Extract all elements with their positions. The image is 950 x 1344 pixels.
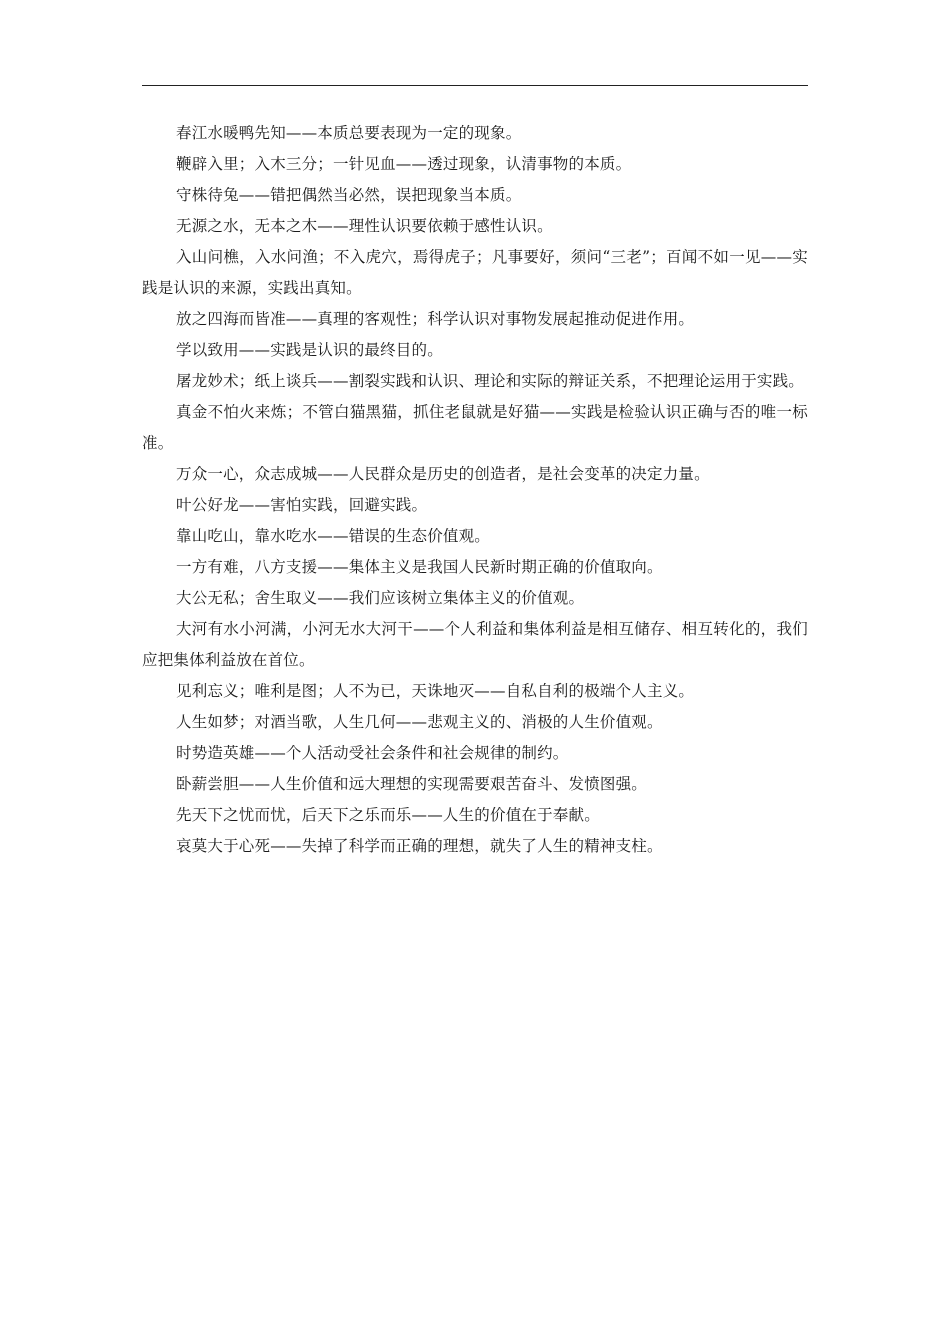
- paragraph: 万众一心，众志成城——人民群众是历史的创造者，是社会变革的决定力量。: [176, 465, 710, 483]
- paragraph: 时势造英雄——个人活动受社会条件和社会规律的制约。: [176, 744, 569, 762]
- paragraph: 靠山吃山，靠水吃水——错误的生态价值观。: [176, 527, 491, 545]
- paragraph: 学以致用——实践是认识的最终目的。: [176, 341, 443, 359]
- header-rule: [142, 85, 808, 86]
- paragraph: 屠龙妙术；纸上谈兵——割裂实践和认识、理论和实际的辩证关系，不把理论运用于实践。: [176, 372, 805, 390]
- paragraph: 哀莫大于心死——失掉了科学而正确的理想，就失了人生的精神支柱。: [176, 837, 663, 855]
- paragraph: 叶公好龙——害怕实践，回避实践。: [176, 496, 428, 514]
- paragraph: 见利忘义；唯利是图；人不为已，天诛地灭——自私自利的极端个人主义。: [176, 682, 695, 700]
- paragraph: 一方有难，八方支援——集体主义是我国人民新时期正确的价值取向。: [176, 558, 663, 576]
- paragraph: 放之四海而皆准——真理的客观性；科学认识对事物发展起推动促进作用。: [176, 310, 695, 328]
- paragraph: 入山问樵，入水问渔；不入虎穴，焉得虎子；凡事要好，须问“三老”；百闻不如一见——实践是认识的来源，实践出真知。: [142, 248, 808, 297]
- paragraph: 人生如梦；对酒当歌，人生几何——悲观主义的、消极的人生价值观。: [176, 713, 663, 731]
- paragraph: 守株待兔——错把偶然当必然，误把现象当本质。: [176, 186, 522, 204]
- paragraph: 真金不怕火来炼；不管白猫黑猫，抓住老鼠就是好猫——实践是检验认识正确与否的唯一标准。: [142, 403, 808, 452]
- paragraph: 大公无私；舍生取义——我们应该树立集体主义的价值观。: [176, 589, 585, 607]
- document-body: [142, 118, 808, 862]
- paragraph: 大河有水小河满，小河无水大河干——个人利益和集体利益是相互储存、相互转化的，我们应把集体利益放在首位。: [142, 620, 808, 669]
- paragraph: 春江水暖鸭先知——本质总要表现为一定的现象。: [176, 124, 522, 142]
- paragraph: 先天下之忧而忧，后天下之乐而乐——人生的价值在于奉献。: [176, 806, 600, 824]
- paragraph: 无源之水，无本之木——理性认识要依赖于感性认识。: [176, 217, 553, 235]
- paragraph: 鞭辟入里；入木三分；一针见血——透过现象，认清事物的本质。: [176, 155, 632, 173]
- paragraph: 卧薪尝胆——人生价值和远大理想的实现需要艰苦奋斗、发愤图强。: [176, 775, 648, 793]
